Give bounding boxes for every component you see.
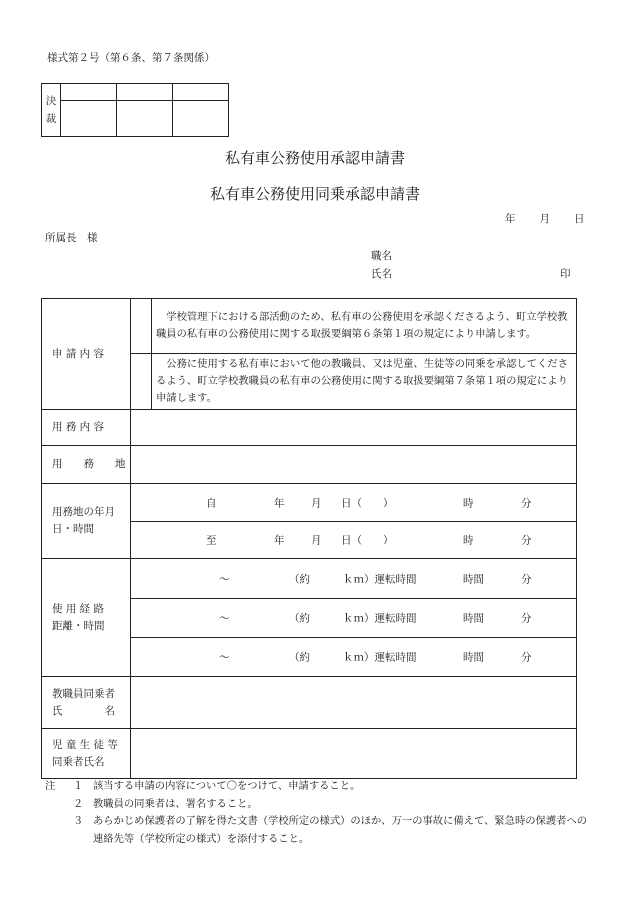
option1-text-cell [152, 299, 577, 354]
date-line: 年 月 日 [505, 213, 585, 225]
business-content-label-cell: 用 務 内 容 [42, 410, 131, 446]
note-item: ３ あらかじめ保護者の了解を得た文書（学校所定の様式）のほか、万一の事故に備えて、緊急時の保護者への連絡先等（学校所定の様式）を添付すること。 [73, 815, 588, 845]
business-place-label-cell: 用 務 地 [42, 446, 131, 484]
student-passenger-field[interactable] [131, 729, 577, 779]
business-content-field[interactable] [131, 410, 577, 446]
notes-heading: 注 [45, 780, 56, 792]
position-label: 職名 [371, 250, 392, 262]
datetime-label-cell: 用務地の年月 日・時間 [42, 484, 131, 559]
application-label-cell: 申 請 内 容 [42, 299, 131, 410]
route-label-cell: 使 用 経 路 距離・時間 [42, 559, 131, 677]
application-option-1: 学校管理下における部活動のため、私有車の公務使用を承認くださるよう、町立学校教職員の私有車の公務使用に関する取扱要綱第６条第１項の規定により申請します。 [156, 311, 568, 340]
route-row[interactable]: ～ （約 ｋｍ）運転時間 時間 分 [131, 599, 577, 638]
datetime-to-row[interactable]: 至 年 月 日（ ） 時 分 [131, 522, 577, 559]
student-passenger-label-cell: 児 童 生 徒 等 同乗者氏名 [42, 729, 131, 779]
approval-header-cell [173, 84, 229, 101]
name-label: 氏名 [371, 268, 392, 280]
title-vehicle-use: 私有車公務使用承認申請書 [224, 149, 405, 167]
application-option-2: 公務に使用する私有車において他の教職員、又は児童、生徒等の同乗を承認してくださるよう、町立学校教職員の私有車の公務使用に関する取扱要綱第７条第１項の規定により申請します。 [156, 358, 568, 404]
staff-passenger-field[interactable] [131, 677, 577, 729]
approval-stamp-cell[interactable] [173, 101, 229, 137]
title-passenger: 私有車公務使用同乗承認申請書 [209, 185, 420, 203]
staff-passenger-label-cell: 教職員同乗者 氏 名 [42, 677, 131, 729]
addressee: 所属長 様 [45, 232, 98, 244]
note-item: ２ 教職員の同乗者は、署名すること。 [73, 797, 258, 810]
approval-box [41, 83, 229, 137]
approval-stamp-cell[interactable] [61, 101, 117, 137]
approval-header-cell [61, 84, 117, 101]
option2-text-cell [152, 354, 577, 410]
approval-stamp-cell[interactable] [117, 101, 173, 137]
business-place-field[interactable] [131, 446, 577, 484]
application-form-table [41, 298, 577, 779]
option2-mark-cell[interactable] [131, 354, 152, 410]
note-item: 注 １ 該当する申請の内容について〇をつけて、申請すること。 [45, 778, 590, 796]
datetime-from-row[interactable]: 自 年 月 日（ ） 時 分 [131, 484, 577, 522]
notes-section [45, 778, 590, 848]
route-row[interactable]: ～ （約 ｋｍ）運転時間 時間 分 [131, 638, 577, 677]
option1-mark-cell[interactable] [131, 299, 152, 354]
approval-header-cell [117, 84, 173, 101]
approval-label: 決 裁 [42, 84, 61, 137]
route-row[interactable]: ～ （約 ｋｍ）運転時間 時間 分 [131, 559, 577, 599]
form-number: 様式第２号（第６条、第７条関係） [47, 52, 215, 64]
seal-mark: 印 [560, 268, 571, 280]
